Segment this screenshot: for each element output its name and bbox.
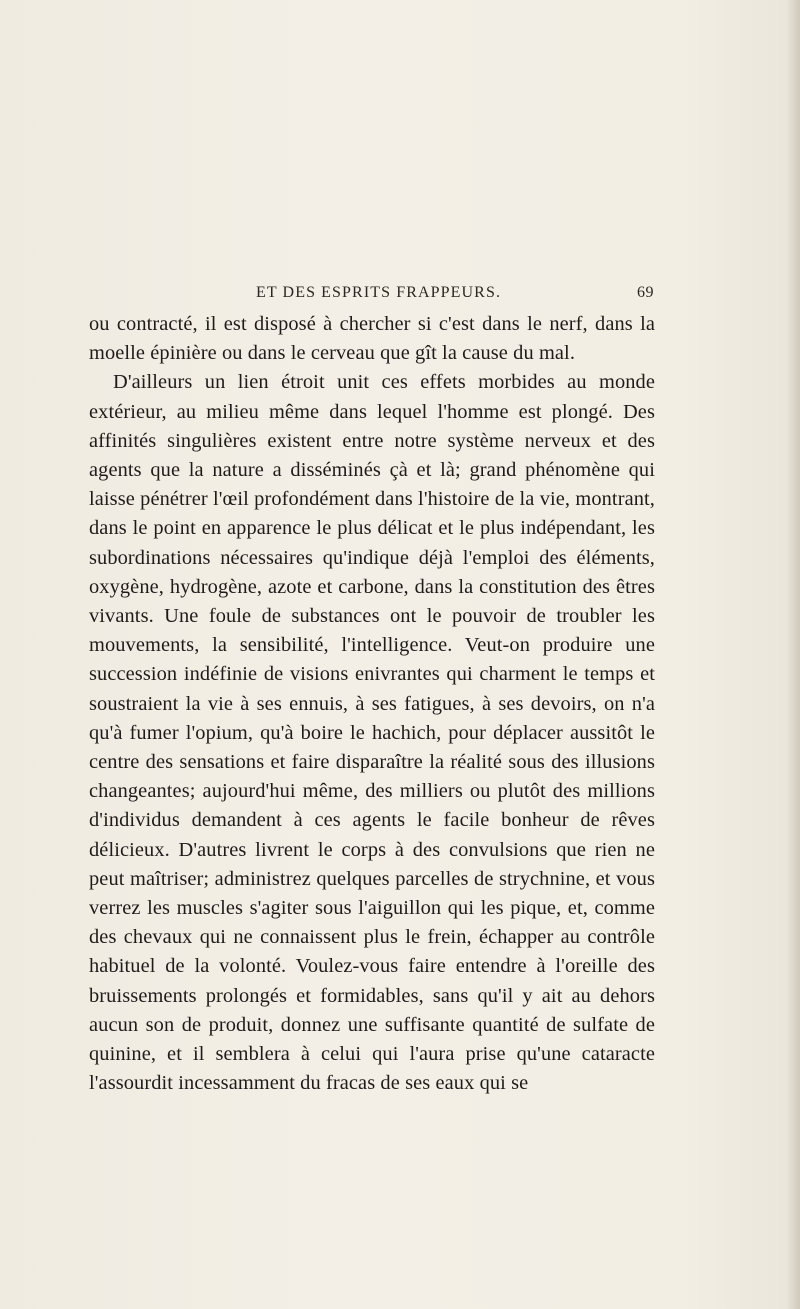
page-edge-shadow [786, 0, 800, 1309]
page-number: 69 [637, 284, 654, 301]
running-title: ET DES ESPRITS FRAPPEURS. [256, 284, 502, 301]
paragraph: D'ailleurs un lien étroit unit ces effets morbides au monde extérieur, au milieu même dans lequel l'homme est plongé. Des affinités singulières existent entre notre système nerveux et des agents que la nature a disséminés çà et là; grand phénomène qui laisse pénétrer l'œil profondément dans l'histoire de la vie, montrant, dans le point en apparence le plus délicat et le plus indépendant, les subordinations nécessaires qu'indique déjà l'emploi des éléments, oxygène, hydrogène, azote et carbone, dans la constitution des êtres vivants. Une foule de substances ont le pouvoir de troubler les mouvements, la sensibilité, l'intelligence. Veut-on produire une succession indéfinie de visions enivrantes qui charment le temps et soustraient la vie à ses ennuis, à ses fatigues, à ses devoirs, on n'a qu'à fumer l'opium, qu'à boire le hachich, pour déplacer aussitôt le centre des sensations et faire disparaître la réalité sous des illusions changeantes; aujourd'hui même, des milliers ou plutôt des millions d'individus demandent à ces agents le facile bonheur de rêves délicieux. D'autres livrent le corps à des convulsions que rien ne peut maîtriser; administrez quelques parcelles de strychnine, et vous verrez les muscles s'agiter sous l'aiguillon qui les pique, et, comme des chevaux qui ne connaissent plus le frein, échapper au contrôle habituel de la volonté. Voulez-vous faire entendre à l'oreille des bruissements prolongés et formidables, sans qu'il y ait au dehors aucun son de produit, donnez une suffisante quantité de sulfate de quinine, et il semblera à celui qui l'aura prise qu'une cataracte l'assourdit incessamment du fracas de ses eaux qui se [89, 371, 655, 1095]
body-text [89, 310, 655, 1098]
paragraph-continuation: ou contracté, il est disposé à chercher si c'est dans le nerf, dans la moelle épinière ou dans le cerveau que gît la cause du mal. [89, 313, 655, 365]
running-head [256, 284, 654, 308]
